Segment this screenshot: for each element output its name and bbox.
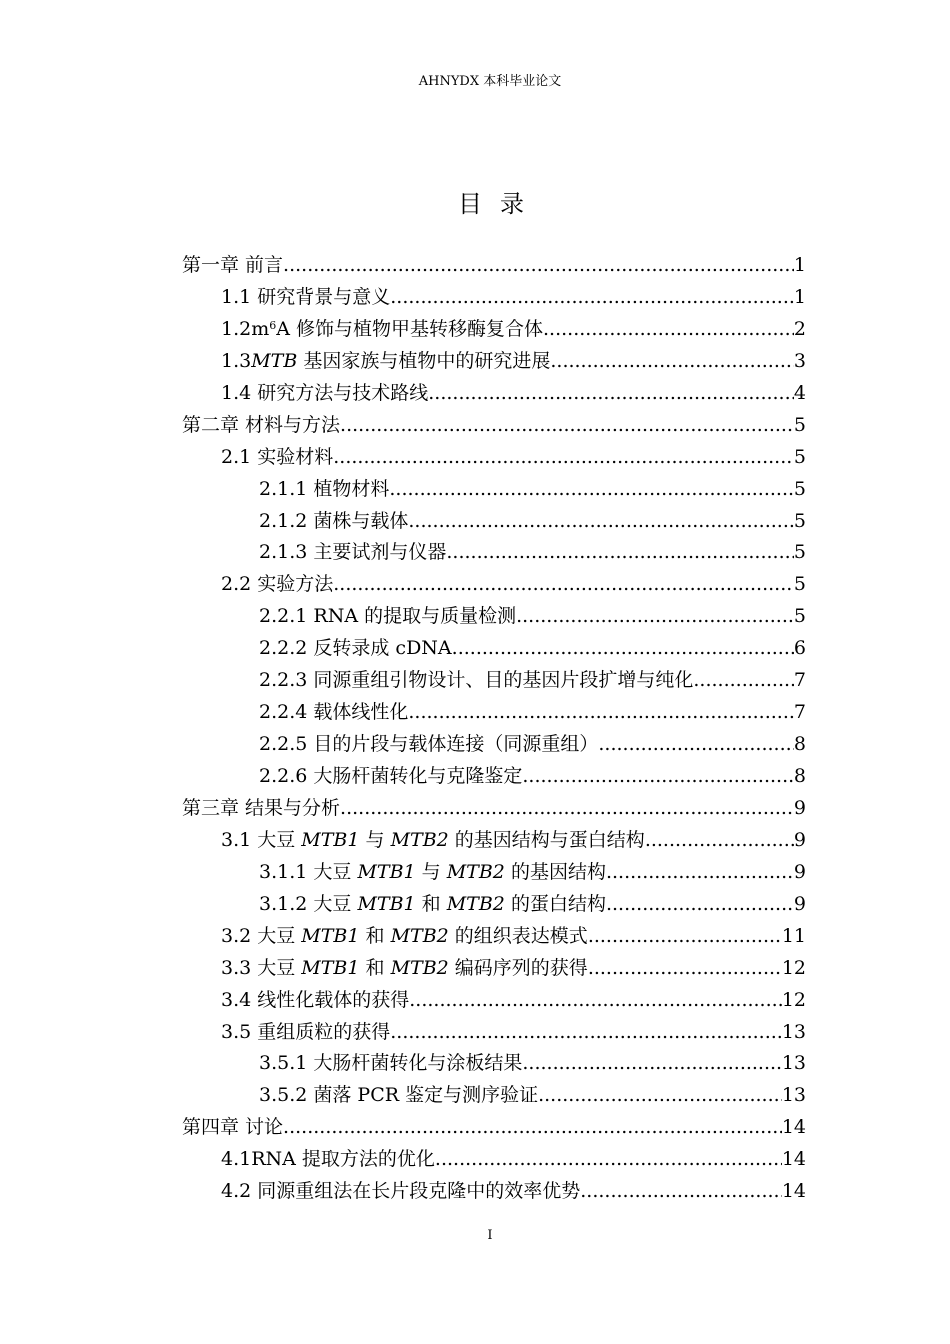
toc-entry-title: [259, 729, 598, 761]
toc-entry[interactable]: [182, 1112, 806, 1144]
toc-entry-title-part: 2.1.2 菌株与载体: [259, 509, 409, 532]
toc-leader-dots: [283, 250, 794, 282]
toc-entry-page: 14: [781, 1116, 806, 1139]
toc-leader-dots: [645, 825, 794, 857]
toc-leader-dots: [606, 889, 794, 921]
toc-entry-title: [259, 537, 446, 569]
toc-entry[interactable]: [182, 1144, 806, 1176]
toc-entry-page: 13: [781, 1052, 806, 1075]
toc-entry-title: [221, 953, 588, 985]
toc-leader-dots: [340, 793, 794, 825]
toc-entry-title-part: 2.2.6 大肠杆菌转化与克隆鉴定: [259, 765, 523, 787]
toc-entry-title-part: 2.2 实验方法: [221, 573, 334, 596]
toc-entry-title-part: MTB2: [446, 892, 505, 915]
toc-entry-page: 8: [793, 765, 806, 787]
toc-leader-dots: [516, 601, 794, 633]
toc-entry-title-part: 2.2.2 反转录成 cDNA: [259, 637, 452, 660]
toc-leader-dots: [408, 506, 794, 538]
toc-entry-title: [221, 1176, 580, 1208]
toc-entry[interactable]: [182, 1080, 806, 1112]
toc-entry-title: [259, 1080, 538, 1112]
toc-entry-title: [221, 378, 428, 410]
toc-entry-page: 5: [793, 541, 806, 564]
toc-leader-dots: [333, 569, 794, 601]
page-number: I: [487, 1228, 493, 1243]
toc-entry[interactable]: [182, 601, 806, 633]
toc-entry-title-part: A 修饰与植物甲基转移酶复合体: [276, 317, 543, 340]
toc-entry-title-part: MTB1: [357, 860, 416, 883]
toc-entry-title-part: 1.2m: [221, 317, 270, 340]
toc-leader-dots: [588, 921, 782, 953]
toc-entry-title-part: 的蛋白结构: [504, 892, 606, 915]
toc-entry-title-part: MTB2: [390, 828, 449, 851]
toc-entry[interactable]: [182, 537, 806, 569]
toc-entry-title-part: MTB1: [301, 924, 360, 947]
toc-entry-title: [259, 761, 522, 793]
toc-entry-title-part: MTB2: [390, 924, 449, 947]
toc-entry-page: 13: [781, 1084, 806, 1107]
toc-entry-title-part: MTB1: [301, 828, 360, 851]
toc-entry[interactable]: [182, 282, 806, 314]
toc-entry-title: [259, 665, 693, 697]
toc-entry-title: [259, 601, 516, 633]
toc-leader-dots: [409, 985, 782, 1017]
toc-entry[interactable]: [182, 953, 806, 985]
toc-entry-title-part: 3.2 大豆: [221, 924, 302, 947]
toc-entry-title-part: 2.2.1 RNA 的提取与质量检测: [259, 605, 517, 628]
toc-entry[interactable]: [182, 474, 806, 506]
toc-entry[interactable]: [182, 314, 806, 346]
toc-entry-title-part: 3.1 大豆: [221, 828, 302, 851]
toc-entry-title-part: MTB2: [390, 956, 449, 979]
toc-entry-page: 12: [781, 956, 806, 979]
toc-entry[interactable]: [182, 569, 806, 601]
toc-entry-title: [221, 442, 333, 474]
toc-leader-dots: [538, 1080, 782, 1112]
toc-entry-page: 11: [781, 924, 806, 947]
toc-entry[interactable]: [182, 1176, 806, 1208]
toc-entry-title-part: 4.2 同源重组法在长片段克隆中的效率优势: [221, 1180, 581, 1203]
toc-entry-page: 5: [793, 413, 806, 436]
toc-entry-page: 7: [793, 669, 806, 692]
toc-entry-title-part: 2.2.4 载体线性化: [259, 701, 409, 724]
toc-entry-title-part: MTB1: [357, 892, 416, 915]
toc-entry-title-part: 和: [415, 892, 447, 915]
toc-entry-page: 2: [793, 317, 806, 340]
toc-entry-title-part: 和: [359, 924, 391, 947]
toc-entry-page: 5: [793, 477, 806, 500]
toc-entry-title: [182, 1112, 283, 1144]
toc-entry-title-part: 3.5.2 菌落 PCR 鉴定与测序验证: [259, 1084, 539, 1107]
toc-entry[interactable]: [182, 921, 806, 953]
toc-entry-page: 1: [793, 254, 806, 276]
toc-entry[interactable]: [182, 1017, 806, 1049]
toc-entry-page: 8: [793, 733, 806, 756]
toc-entry-title-part: 3.5 重组质粒的获得: [221, 1020, 391, 1043]
toc-leader-dots: [598, 729, 794, 761]
toc-entry[interactable]: [182, 410, 806, 442]
toc-leader-dots: [543, 314, 794, 346]
toc-entry[interactable]: [182, 825, 806, 857]
toc-entry[interactable]: [182, 378, 806, 410]
page-title: 目录: [458, 190, 542, 218]
toc-entry-title: [182, 410, 340, 442]
toc-entry-title-part: 2.1.1 植物材料: [259, 477, 390, 500]
toc-entry-title-part: 3.3 大豆: [221, 956, 302, 979]
toc-entry-title: [259, 857, 606, 889]
toc-entry-title-part: 2.1 实验材料: [221, 445, 334, 468]
toc-entry-title: [259, 1048, 522, 1080]
toc-entry-title-part: 3.1.1 大豆: [259, 860, 358, 883]
toc-entry-page: 5: [793, 605, 806, 628]
toc-entry-title-part: 4.1RNA 提取方法的优化: [221, 1148, 435, 1171]
toc-leader-dots: [390, 282, 794, 314]
toc-entry[interactable]: [182, 665, 806, 697]
toc-entry-title: [259, 633, 452, 665]
toc-entry-title: [259, 889, 606, 921]
toc-entry-title-part: MTB2: [446, 860, 505, 883]
toc-entry[interactable]: [182, 761, 806, 793]
toc-entry[interactable]: [182, 697, 806, 729]
toc-entry-title-part: MTB: [251, 349, 298, 372]
toc-entry-page: 5: [793, 445, 806, 468]
toc-leader-dots: [428, 378, 794, 410]
toc-entry[interactable]: [182, 1048, 806, 1080]
toc-leader-dots: [340, 410, 794, 442]
toc-entry[interactable]: [182, 633, 806, 665]
toc-leader-dots: [452, 633, 794, 665]
toc-entry-title: [221, 825, 645, 857]
toc-entry-title-part: 第一章 前言: [182, 254, 284, 276]
table-of-contents: [182, 250, 806, 1208]
toc-entry[interactable]: [182, 442, 806, 474]
toc-leader-dots: [550, 346, 794, 378]
toc-leader-dots: [580, 1176, 782, 1208]
toc-entry[interactable]: [182, 506, 806, 538]
toc-entry-title: [182, 250, 283, 282]
toc-entry-title: [221, 282, 390, 314]
toc-entry-page: 9: [793, 860, 806, 883]
toc-leader-dots: [606, 857, 794, 889]
toc-entry-title: [221, 569, 333, 601]
toc-leader-dots: [588, 953, 782, 985]
toc-entry-title-part: 第二章 材料与方法: [182, 413, 341, 436]
toc-entry[interactable]: [182, 889, 806, 921]
toc-entry-title: [259, 474, 389, 506]
toc-entry-title-part: 和: [359, 956, 391, 979]
toc-entry-page: 4: [793, 381, 806, 404]
toc-entry-title-part: 第三章 结果与分析: [182, 796, 341, 819]
toc-entry-title-part: 3.4 线性化载体的获得: [221, 988, 410, 1011]
toc-entry-page: 9: [793, 828, 806, 851]
toc-entry-title: [182, 793, 340, 825]
toc-entry-title: [259, 697, 408, 729]
toc-entry-title-part: 1.1 研究背景与意义: [221, 285, 391, 308]
toc-leader-dots: [389, 474, 794, 506]
toc-entry-title-part: 3.1.2 大豆: [259, 892, 358, 915]
page-header: AHNYDX 本科毕业论文: [418, 74, 562, 89]
toc-entry-title-part: 1.3: [221, 349, 252, 372]
toc-entry-page: 6: [793, 637, 806, 660]
toc-entry-title-part: MTB1: [301, 956, 360, 979]
toc-entry-page: 5: [793, 573, 806, 596]
toc-entry-title-part: 1.4 研究方法与技术路线: [221, 381, 429, 404]
toc-entry-page: 9: [793, 796, 806, 819]
toc-entry[interactable]: [182, 346, 806, 378]
toc-entry-page: 3: [793, 349, 806, 372]
toc-entry[interactable]: [182, 985, 806, 1017]
toc-entry-title-part: 6: [269, 318, 277, 332]
toc-entry[interactable]: [182, 250, 806, 282]
toc-entry-page: 13: [781, 1020, 806, 1043]
toc-leader-dots: [693, 665, 794, 697]
toc-entry[interactable]: [182, 857, 806, 889]
toc-entry-title-part: 第四章 讨论: [182, 1116, 284, 1139]
toc-entry-title-part: 2.2.3 同源重组引物设计、目的基因片段扩增与纯化: [259, 669, 694, 692]
toc-entry-title: [221, 346, 550, 378]
toc-leader-dots: [446, 537, 794, 569]
toc-entry-title-part: 的基因结构: [504, 860, 606, 883]
toc-leader-dots: [435, 1144, 782, 1176]
toc-entry-title: [221, 1017, 390, 1049]
toc-leader-dots: [522, 1048, 781, 1080]
toc-entry[interactable]: [182, 729, 806, 761]
toc-leader-dots: [283, 1112, 782, 1144]
toc-leader-dots: [390, 1017, 782, 1049]
toc-entry-page: 12: [781, 988, 806, 1011]
toc-leader-dots: [333, 442, 794, 474]
toc-entry-page: 7: [793, 701, 806, 724]
toc-entry-page: 14: [781, 1148, 806, 1171]
toc-entry-title-part: 3.5.1 大肠杆菌转化与涂板结果: [259, 1052, 523, 1075]
toc-entry-title-part: 的基因结构与蛋白结构: [448, 828, 645, 851]
toc-entry-title-part: 基因家族与植物中的研究进展: [297, 349, 551, 372]
toc-entry-title: [221, 314, 543, 346]
toc-entry-title-part: 与: [359, 828, 391, 851]
toc-entry-title-part: 编码序列的获得: [448, 956, 588, 979]
toc-entry-title-part: 2.1.3 主要试剂与仪器: [259, 541, 447, 564]
toc-entry-title: [221, 985, 409, 1017]
toc-leader-dots: [522, 761, 794, 793]
toc-entry-title-part: 与: [415, 860, 447, 883]
toc-entry-page: 14: [781, 1180, 806, 1203]
toc-entry-page: 9: [793, 892, 806, 915]
toc-entry-page: 1: [793, 285, 806, 308]
toc-entry-page: 5: [793, 509, 806, 532]
toc-entry-title: [259, 506, 408, 538]
toc-entry-title: [221, 1144, 435, 1176]
toc-entry[interactable]: [182, 793, 806, 825]
toc-entry-title-part: 的组织表达模式: [448, 924, 588, 947]
toc-leader-dots: [408, 697, 794, 729]
toc-entry-title-part: 2.2.5 目的片段与载体连接（同源重组）: [259, 733, 599, 756]
toc-entry-title: [221, 921, 588, 953]
